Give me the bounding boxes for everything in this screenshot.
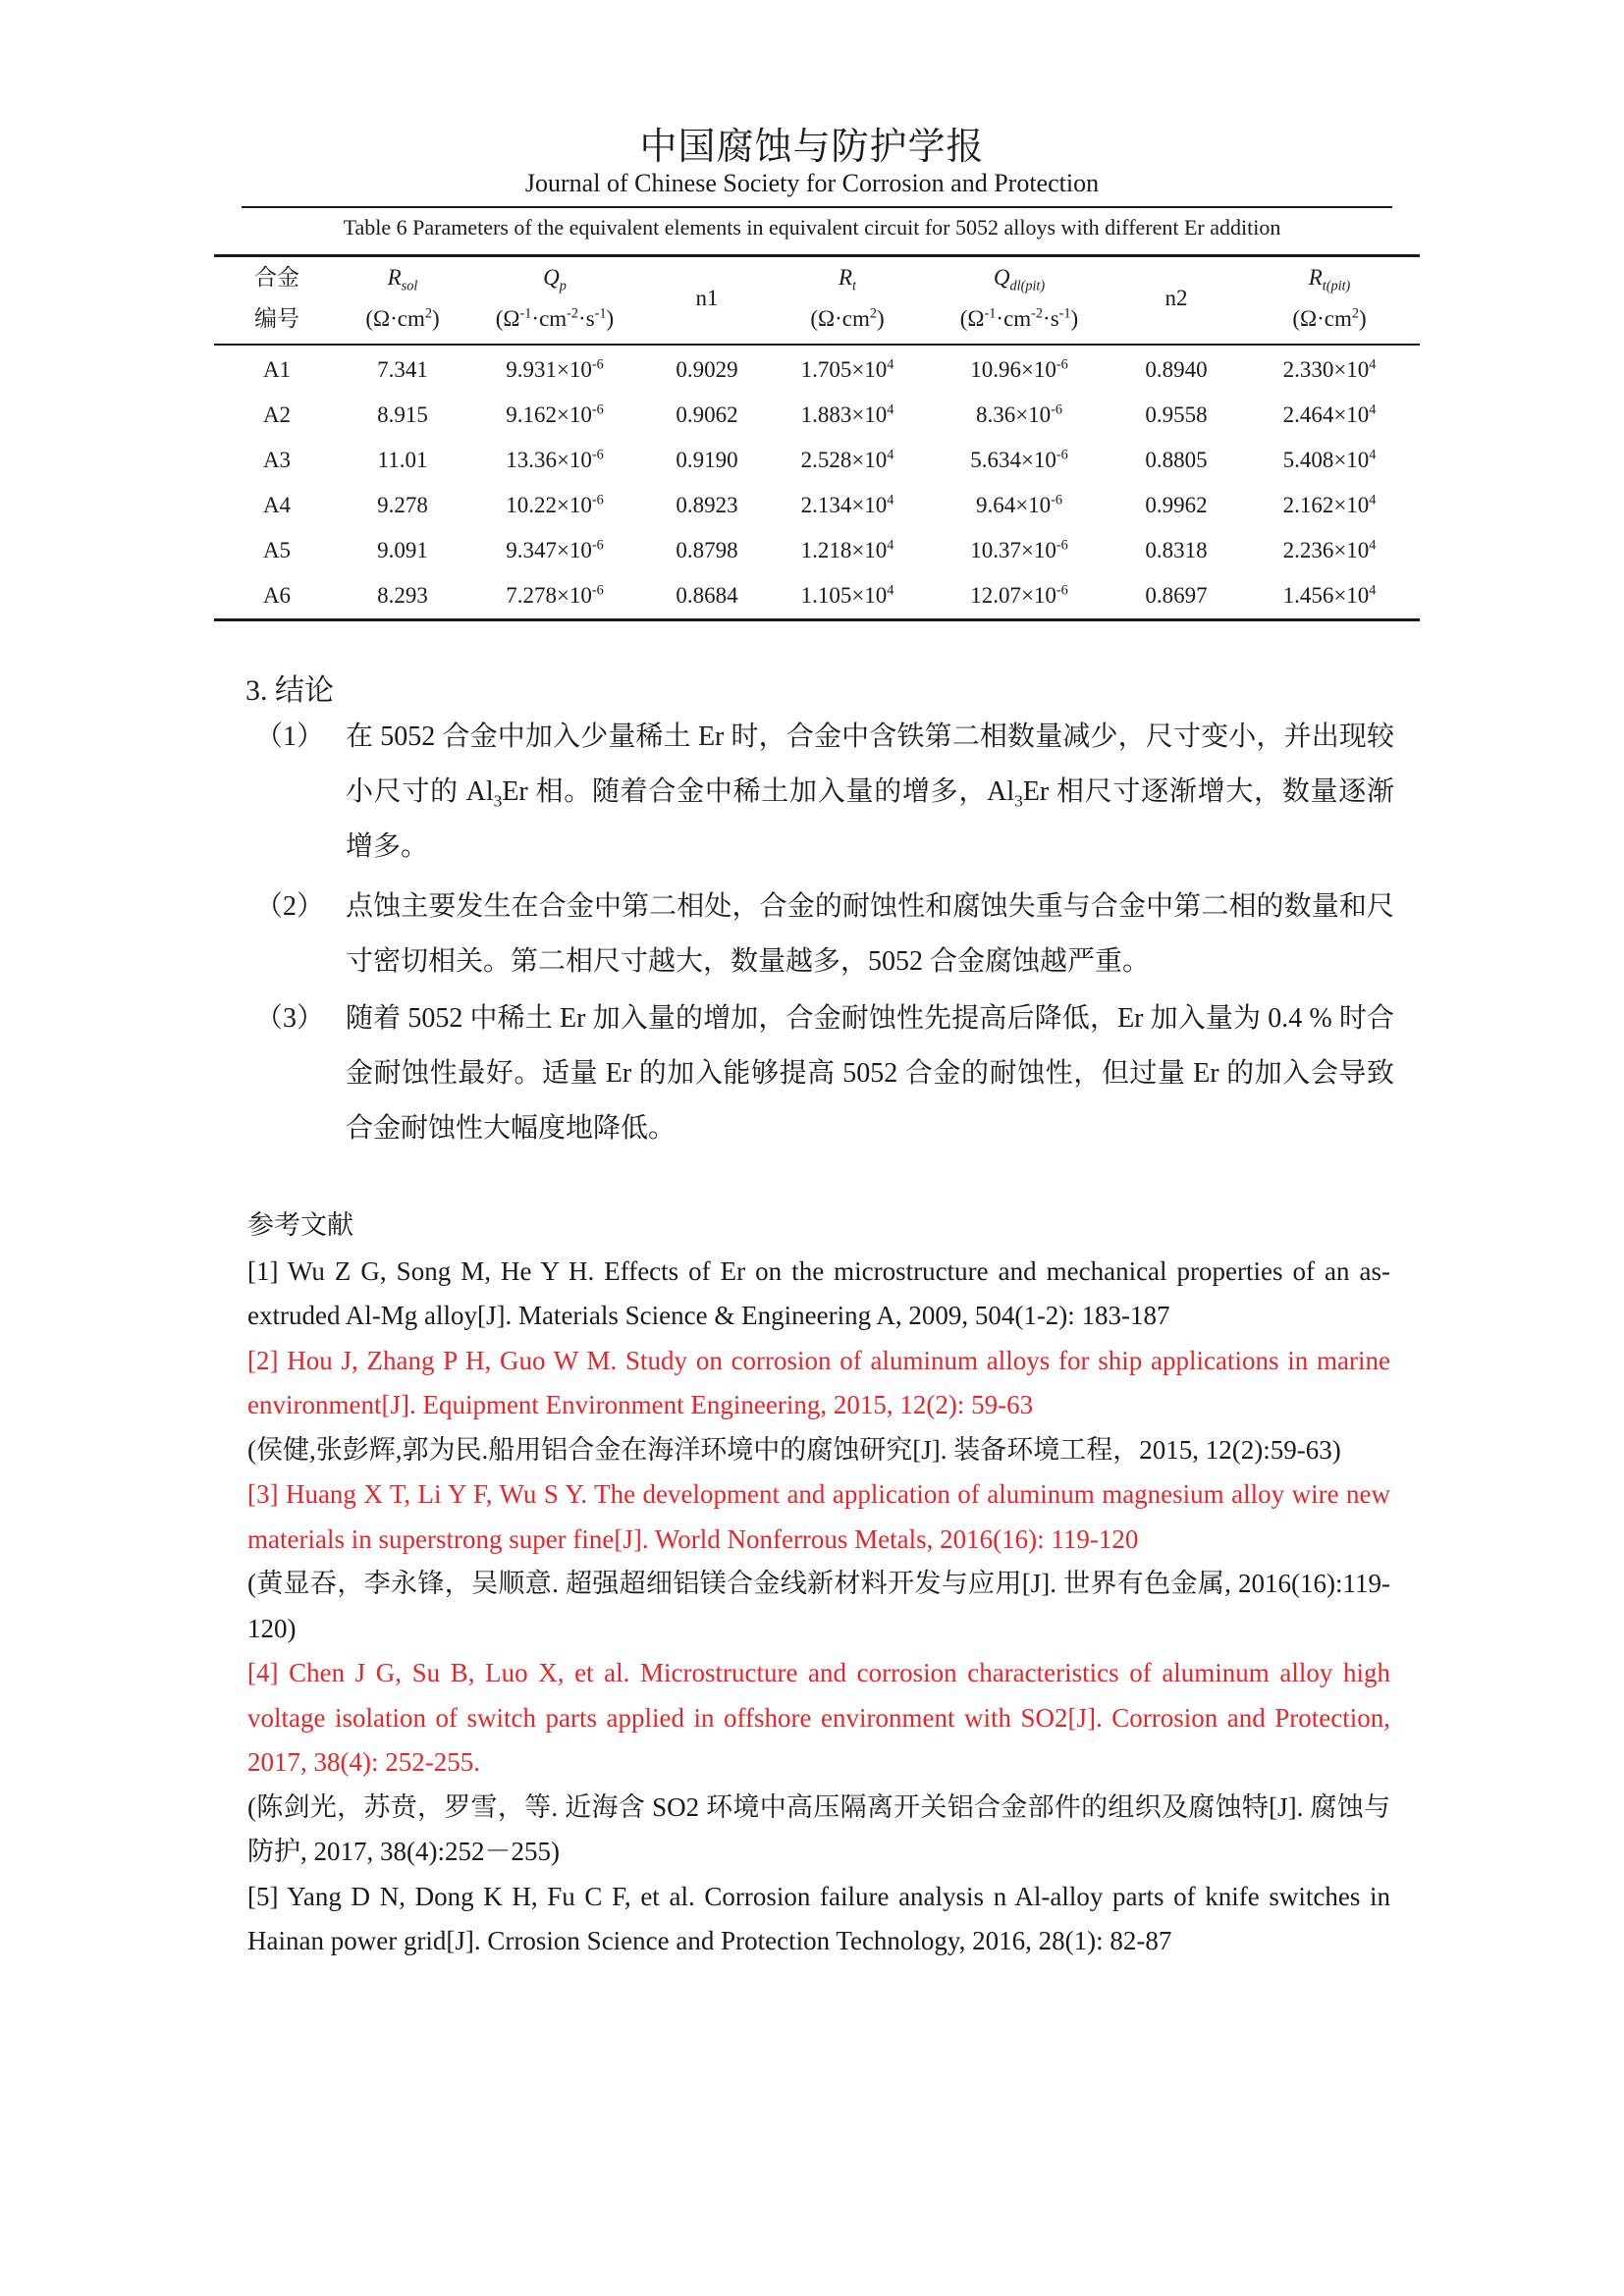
cell-rsol: 9.278	[377, 493, 428, 517]
journal-title-cn: 中国腐蚀与防护学报	[639, 127, 985, 168]
cell-qp: $13.36\times 10^{-6}$	[506, 447, 604, 472]
cell-qp: $9.931\times 10^{-6}$	[506, 356, 604, 382]
col-header-alloy	[214, 257, 340, 340]
conclusion-item	[255, 710, 1394, 875]
cell-qp: $7.278\times 10^{-6}$	[506, 582, 604, 608]
cell-rt: $1.883\times 10^4$	[800, 401, 894, 427]
conclusion-item	[255, 880, 1394, 989]
cell-qp: $10.22\times 10^{-6}$	[506, 492, 604, 517]
conclusion-number: （3）	[255, 1003, 325, 1034]
reference-3-cn: (黄显吞，李永锋，吴顺意. 超强超细铝镁合金线新材料开发与应用[J]. 世界有色金属, 2016(16):119-120)	[247, 1569, 1390, 1643]
cell-rsol: 11.01	[377, 448, 428, 472]
conclusion-text: 在 5052 合金中加入少量稀土 Er 时，合金中含铁第二相数量减少，尺寸变小，并出现较小尺寸的 $Al_3Er$ 相。随着合金中稀土加入量的增多，$Al_3Er$ 相尺寸逐渐增大，数量逐渐增多。	[346, 721, 1394, 862]
cell-n1: 0.9029	[676, 357, 738, 382]
cell-qdl: $9.64\times 10^{-6}$	[975, 492, 1063, 517]
cell-qp: $9.347\times 10^{-6}$	[506, 537, 604, 562]
reference-4: [4] Chen J G, Su B, Luo X, et al. Microstructure and corrosion characteristics of aluminum alloy high voltage isolation of switch parts applied in offshore environment with SO2[J]. Corrosion and Protection, 2017, 38(4): 252-255.	[247, 1658, 1390, 1777]
cell-alloy-id: A4	[262, 493, 292, 517]
references-section	[247, 1203, 1390, 1964]
cell-alloy-id: A6	[262, 583, 292, 608]
cell-alloy-id: A5	[262, 538, 292, 562]
reference-2: [2] Hou J, Zhang P H, Guo W M. Study on corrosion of aluminum alloys for ship applications in marine environment[J]. Equipment Environment Engineering, 2015, 12(2): 59-63	[247, 1345, 1390, 1419]
conclusion-text: 随着 5052 中稀土 Er 加入量的增加，合金耐蚀性先提高后降低，Er 加入量为 0.4 % 时合金耐蚀性最好。适量 Er 的加入能够提高 5052 合金的耐蚀性，但过量 Er 的加入会导致合金耐蚀性大幅度地降低。	[346, 1003, 1394, 1144]
conclusion-number: （1）	[255, 721, 325, 752]
cell-rt: $2.528\times 10^4$	[800, 447, 894, 472]
journal-title-en: Journal of Chinese Society for Corrosion and Protection	[524, 169, 1100, 197]
cell-n2: 0.9962	[1145, 493, 1208, 517]
col-header-qdl: $Q_{dl(pit)}$ $(\Omega^{-1}\cdot cm^{-2}\cdot s^{-1})$	[959, 265, 1079, 331]
cell-alloy-id: A2	[262, 402, 292, 427]
col-header-rtpit: $R_{t(pit)}$ $(\Omega\cdot cm^2)$	[1292, 265, 1367, 331]
conclusion-text: 点蚀主要发生在合金中第二相处，合金的耐蚀性和腐蚀失重与合金中第二相的数量和尺寸密切相关。第二相尺寸越大，数量越多，5052 合金腐蚀越严重。	[346, 891, 1394, 977]
table-row	[214, 573, 1420, 618]
cell-rsol: 8.293	[377, 583, 428, 608]
reference-3: [3] Huang X T, Li Y F, Wu S Y. The development and application of aluminum magnesium alloy wire new materials in superstrong super fine[J]. World Nonferrous Metals, 2016(16): 119-120	[247, 1479, 1390, 1554]
cell-n2: 0.8318	[1145, 538, 1208, 562]
cell-rtpit: $1.456\times 10^4$	[1282, 582, 1377, 608]
cell-n1: 0.8684	[676, 583, 738, 608]
cell-rtpit: $2.330\times 10^4$	[1282, 356, 1377, 382]
section-title-conclusion: 3. 结论	[245, 674, 334, 707]
cell-rt: $1.105\times 10^4$	[800, 582, 894, 608]
table-caption: Table 6 Parameters of the equivalent elements in equivalent circuit for 5052 alloys with different Er addition	[343, 215, 1281, 240]
col-header-n2: n2	[1164, 286, 1188, 310]
cell-rtpit: $2.236\times 10^4$	[1282, 537, 1377, 562]
table-body	[214, 340, 1420, 618]
cell-rsol: 9.091	[377, 538, 428, 562]
references-title: 参考文献	[247, 1210, 353, 1240]
reference-5: [5] Yang D N, Dong K H, Fu C F, et al. Corrosion failure analysis n Al-alloy parts of knife switches in Hainan power grid[J]. Crrosion Science and Protection Technology, 2016, 28(1): 82-87	[247, 1881, 1390, 1955]
parameters-table	[214, 257, 1420, 618]
cell-rt: $2.134\times 10^4$	[800, 492, 894, 517]
col-header-alloy-line1: 合金	[254, 265, 299, 290]
cell-rtpit: $5.408\times 10^4$	[1282, 447, 1377, 472]
cell-qdl: $12.07\times 10^{-6}$	[970, 582, 1068, 608]
col-header-qp: $Q_p$ $(\Omega^{-1}\cdot cm^{-2}\cdot s^{-1})$	[495, 265, 615, 331]
cell-rt: $1.218\times 10^4$	[800, 537, 894, 562]
cell-n2: 0.8697	[1145, 583, 1208, 608]
cell-qp: $9.162\times 10^{-6}$	[506, 401, 604, 427]
conclusion-number: （2）	[255, 891, 325, 922]
cell-rt: $1.705\times 10^4$	[800, 356, 894, 382]
table-row	[214, 483, 1420, 528]
table-row	[214, 393, 1420, 438]
table-row	[214, 438, 1420, 483]
cell-n1: 0.9062	[676, 402, 738, 427]
col-header-rsol: $R_{sol}$ $(\Omega\cdot cm^2)$	[365, 265, 440, 331]
cell-rtpit: $2.162\times 10^4$	[1282, 492, 1377, 517]
table-row	[214, 340, 1420, 393]
cell-alloy-id: A1	[262, 357, 292, 382]
reference-1: [1] Wu Z G, Song M, He Y H. Effects of Er on the microstructure and mechanical properties of an as-extruded Al-Mg alloy[J]. Materials Science & Engineering A, 2009, 504(1-2): 183-187	[247, 1255, 1390, 1330]
cell-n1: 0.8923	[676, 493, 738, 517]
table-bottom-rule	[214, 618, 1420, 621]
cell-n1: 0.9190	[676, 448, 738, 472]
cell-rsol: 7.341	[377, 357, 428, 382]
cell-n1: 0.8798	[676, 538, 738, 562]
cell-qdl: $10.96\times 10^{-6}$	[970, 356, 1068, 382]
cell-alloy-id: A3	[262, 448, 292, 472]
cell-n2: 0.8805	[1145, 448, 1208, 472]
col-header-alloy-line2: 编号	[254, 306, 299, 331]
table-row	[214, 528, 1420, 573]
cell-qdl: $5.634\times 10^{-6}$	[970, 447, 1068, 472]
cell-n2: 0.8940	[1145, 357, 1208, 382]
header-rule	[242, 206, 1392, 208]
cell-qdl: $10.37\times 10^{-6}$	[970, 537, 1068, 562]
cell-qdl: $8.36\times 10^{-6}$	[975, 401, 1063, 427]
col-header-rt: $R_t$ $(\Omega\cdot cm^2)$	[810, 265, 885, 331]
table-header-row	[214, 257, 1420, 340]
cell-rtpit: $2.464\times 10^4$	[1282, 401, 1377, 427]
conclusion-item	[255, 991, 1394, 1156]
col-header-n1: n1	[695, 286, 719, 310]
cell-rsol: 8.915	[377, 402, 428, 427]
cell-n2: 0.9558	[1145, 402, 1208, 427]
reference-2-cn: (侯健,张彭辉,郭为民.船用铝合金在海洋环境中的腐蚀研究[J]. 装备环境工程，2015, 12(2):59-63)	[247, 1434, 1341, 1465]
reference-4-cn: (陈剑光，苏贲，罗雪，等. 近海含 SO2 环境中高压隔离开关铝合金部件的组织及腐蚀特[J]. 腐蚀与防护, 2017, 38(4):252－255)	[247, 1791, 1390, 1866]
